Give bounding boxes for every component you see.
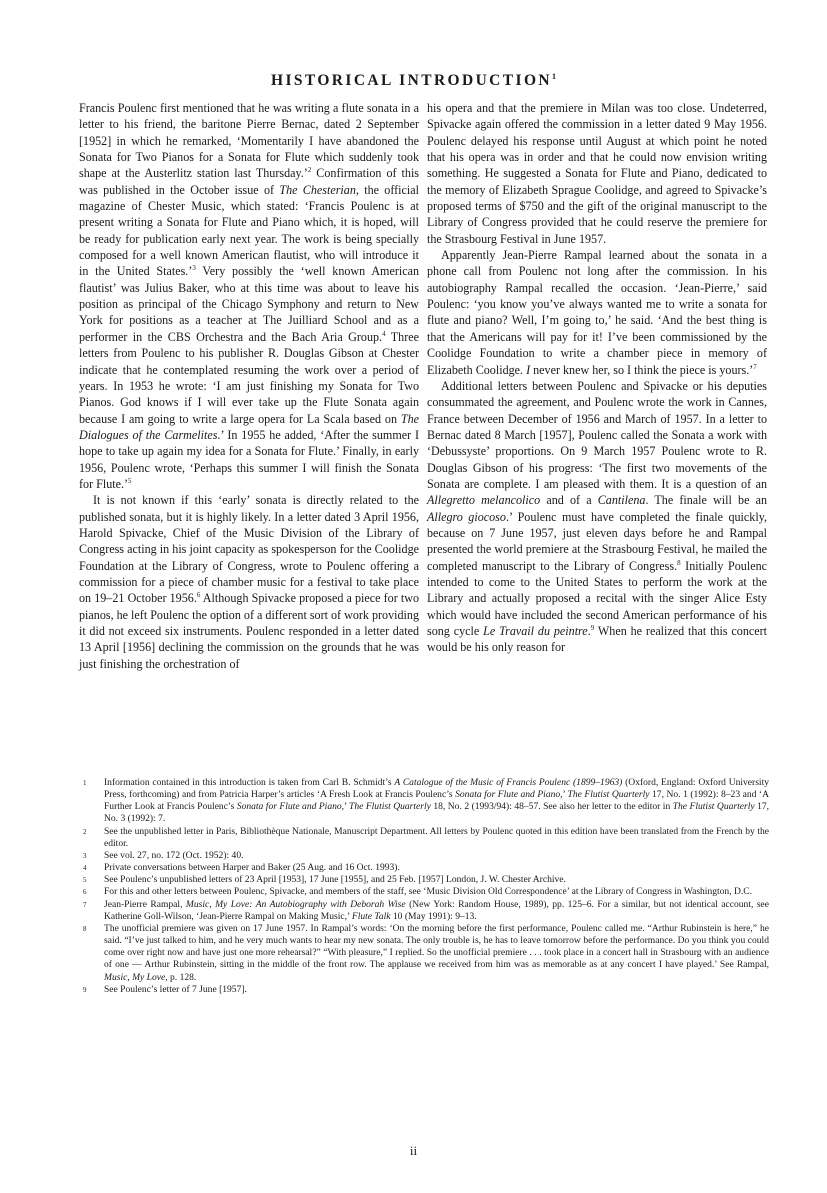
text-run: 18, No. 2 (1993/94): 48–57. See also her letter to the editor in bbox=[430, 801, 673, 813]
italic-text: Le Travail du peintre bbox=[483, 624, 588, 638]
italic-text: Music, My Love: An Autobiography with Deborah Wise bbox=[185, 898, 406, 910]
text-run: (New York: Random House, 1989), pp. 125–6. For a similar, but not identical account, see Katherine Goll-Wilson, ‘Jean-Pierre Rampal on Making Music,’ bbox=[104, 898, 770, 922]
footnote-marker: 2 bbox=[307, 166, 312, 175]
text-run: never knew her, so I think the piece is yours.’ bbox=[530, 362, 754, 377]
footnote bbox=[79, 886, 769, 898]
italic-text: The Chesterian bbox=[279, 182, 356, 197]
footnotes bbox=[79, 777, 769, 996]
body-column-left bbox=[79, 100, 419, 672]
footnote-marker: 5 bbox=[128, 476, 132, 485]
page-number: ii bbox=[409, 1143, 418, 1158]
text-run: Private conversations between Harper and Baker (25 Aug. and 16 Oct. 1993). bbox=[104, 862, 400, 874]
italic-text: Music, My Love bbox=[104, 971, 166, 983]
italic-text: Cantilena bbox=[597, 493, 646, 508]
footnote-marker: 3 bbox=[192, 264, 196, 273]
body-paragraph bbox=[79, 492, 419, 672]
text-run: Initially Poulenc intended to come to the United States to perform the work at the Library and actually proposed a recital with the singer Alice Esty which would have included the second American performance of his song cycle bbox=[427, 558, 767, 638]
italic-text: Sonata for Flute and Piano bbox=[236, 801, 342, 813]
footnote-marker: 8 bbox=[677, 558, 681, 567]
footnote-marker: 4 bbox=[382, 329, 386, 338]
text-run: ,’ bbox=[341, 801, 350, 813]
footnote-marker: 6 bbox=[196, 591, 201, 600]
text-run: When he realized that this concert would be his only reason for bbox=[427, 624, 768, 655]
text-run: It is not known if this ‘early’ sonata is directly related to the published sonata, but it is highly likely. In a letter dated 3 April 1956, Harold Spivacke, Chief of the Music Division of the Library of Congress acting in his joint capacity as spokesperson for the Coolidge Foundation at the Library of Congress, wrote to Poulenc offering a commission for a piece of chamber music for a festival to take place on 19–21 October 1956. bbox=[79, 493, 419, 606]
footnote-number: 3 bbox=[83, 851, 87, 860]
text-run: .’ In 1955 he added, ‘After the summer I hope to take up again my idea for a Sonata for Flute.’ Finally, in early 1956, Poulenc wrote, ‘Perhaps this summer I will finish the Sonata for Flute.’ bbox=[79, 427, 419, 491]
footnote-number: 7 bbox=[83, 900, 87, 909]
text-run: Francis Poulenc first mentioned that he was writing a flute sonata in a letter to his friend, the baritone Pierre Bernac, dated 2 September [1952] in which he remarked, ‘Momentarily I have abandoned the Sonata for Two Pianos for a Sonata for Flute which suddenly took shape at the Austerlitz station last Thursday.’ bbox=[79, 101, 419, 181]
text-run: (Oxford, England: Oxford University Press, forthcoming) and from Patricia Harper’s articles ‘A Fresh Look at Francis Poulenc’s bbox=[104, 777, 770, 801]
body-column-right bbox=[427, 100, 767, 656]
text-run: 17, No. 1 (1992): 8–23 and ‘A Further Look at Francis Poulenc’s bbox=[104, 789, 770, 813]
text-run: See Poulenc’s letter of 7 June [1957]. bbox=[104, 983, 247, 995]
footnote bbox=[79, 899, 769, 923]
body-paragraph bbox=[79, 100, 419, 492]
italic-text: Allegretto melancolico bbox=[427, 493, 541, 508]
footnote-number: 8 bbox=[83, 924, 87, 933]
footnote-number: 4 bbox=[83, 864, 87, 873]
footnote bbox=[79, 923, 769, 984]
text-run: Jean-Pierre Rampal, bbox=[104, 898, 186, 910]
page-title bbox=[0, 72, 827, 90]
text-run: ,’ bbox=[560, 789, 568, 801]
footnote-number: 5 bbox=[83, 876, 87, 885]
footnote-number: 2 bbox=[83, 827, 87, 836]
footnote bbox=[79, 777, 769, 826]
text-run: 10 (May 1991): 9–13. bbox=[390, 910, 477, 922]
text-run: and of a bbox=[540, 493, 598, 508]
footnote-marker: 9 bbox=[590, 623, 595, 632]
italic-text: Flute Talk bbox=[351, 910, 391, 922]
italic-text: A Catalogue of the Music of Francis Poulenc (1899–1963) bbox=[394, 777, 623, 788]
text-run: See vol. 27, no. 172 (Oct. 1952): 40. bbox=[104, 849, 244, 861]
italic-text: Sonata for Flute and Piano bbox=[455, 789, 561, 801]
text-run: Three letters from Poulenc to his publisher R. Douglas Gibson at Chester indicate that he contemplated resuming the work over a period of years. In 1953 he wrote: ‘I am just finishing my Sonata for Two Pianos. God knows if I will ever take up the Flute Sonata again because I am going to write a large opera for La Scala based on bbox=[79, 329, 419, 426]
text-run: See Poulenc’s unpublished letters of 23 April [1953], 17 June [1955], and 25 Feb. [1957] London, J. W. Chester Archive. bbox=[104, 874, 566, 886]
footnote-number: 1 bbox=[83, 779, 87, 787]
italic-text: Allegro giocoso bbox=[427, 509, 506, 524]
text-run: See the unpublished letter in Paris, Bibliothèque Nationale, Manuscript Department. All letters by Poulenc quoted in this edition have been translated from the French by the editor. bbox=[104, 825, 769, 849]
footnote bbox=[79, 826, 769, 850]
text-run: , the official magazine of Chester Music, which stated: ‘Francis Poulenc is at present writing a Sonata for Flute and Piano which, it is hoped, will be ready for publication early next year. The work is being specially composed for a well known American flautist, who will introduce it in the United States.’ bbox=[79, 182, 419, 279]
text-run: Apparently Jean-Pierre Rampal learned about the sonata in a phone call from Poulenc not long after the commission. In his autobiography Rampal recalled the occasion. ‘Jean-Pierre,’ said Poulenc: ‘you know you’ve always wanted me to write a sonata for flute and piano? Well, I’m going to,’ he said. ‘And the best thing is that the Americans will pay for it! I’ve been commissioned by the Coolidge Foundation to write a chamber piece in memory of Elizabeth Coolidge. bbox=[427, 248, 767, 377]
footnote bbox=[79, 862, 769, 874]
footnote bbox=[79, 874, 769, 886]
text-run: , p. 128. bbox=[165, 971, 197, 983]
italic-text: The Flutist Quarterly bbox=[567, 789, 650, 801]
title-text: HISTORICAL INTRODUCTION bbox=[270, 72, 552, 90]
text-run: The unofficial premiere was given on 17 June 1957. In Rampal’s words: ‘On the morning before the first performance, Poulenc called me. “Arthur Rubinstein is here,” he said. “I’ve just talked to him, and he very much wants to hear my new sonata. The only trouble is, he has to leave tomorrow before the performance. Do you think you could come over right now and have just one more rehearsal?” “With pleasure,” I replied. So the unofficial premiere . . . took place in a concert hall in Strasbourg with an audience of one — Arthur Rubinstein, sitting in the middle of the front row. The applause we received from him was as memorable as at any concert I have played.’ See Rampal, bbox=[104, 922, 769, 971]
text-run: Additional letters between Poulenc and Spivacke or his deputies consummated the agreement, and Poulenc wrote the work in Cannes, France between December of 1956 and March of 1957. In a letter to Bernac dated 8 March [1957], Poulenc called the Sonata a work with ‘Debussyste’ proportions. On 9 March 1957 Poulenc wrote to R. Douglas Gibson of his progress: ‘The first two movements of the Sonata are complete. I am pleased with them. It is a question of an bbox=[427, 378, 767, 491]
text-run: Very possibly the ‘well known American flautist’ was Julius Baker, who at this time was about to leave his position as principal of the Chicago Symphony and return to New York for positions as a teacher at The Juilliard School and as a performer in the CBS Orchestra and the Bach Aria Group. bbox=[79, 264, 419, 344]
text-run: Although Spivacke proposed a piece for two pianos, he left Poulenc the option of a different sort of work providing it did not exceed six instruments. Poulenc responded in a letter dated 13 April [1956] declining the commission on the grounds that he was just finishing the orchestration of bbox=[79, 591, 420, 671]
text-run: . The finale will be an bbox=[645, 493, 768, 508]
text-run: Information contained in this introduction is taken from Carl B. Schmidt’s bbox=[104, 777, 395, 788]
text-run: 17, No. 3 (1992): 7. bbox=[104, 801, 770, 825]
body-paragraph bbox=[427, 100, 767, 247]
italic-text: The Dialogues of the Carmelites bbox=[79, 411, 419, 442]
footnote bbox=[79, 984, 769, 996]
text-run: Confirmation of this was published in the October issue of bbox=[79, 166, 420, 197]
italic-text: The Flutist Quarterly bbox=[672, 801, 755, 813]
text-run: For this and other letters between Poulenc, Spivacke, and members of the staff, see ‘Music Division Old Correspondence’ at the Library of Congress in Washington, D.C. bbox=[104, 886, 753, 898]
footnote-number: 6 bbox=[83, 888, 87, 897]
italic-text: I bbox=[526, 362, 531, 377]
text-run: his opera and that the premiere in Milan was too close. Undeterred, Spivacke again offered the commission in a letter dated 9 May 1956. Poulenc delayed his response until August at which point he noted that his opera was in order and that he could now envision writing something. He suggested a Sonata for Flute and Piano, dedicated to the memory of Elizabeth Sprague Coolidge, and agreed to Spivacke’s proposed terms of $750 and the gift of the original manuscript to the Library of Congress provided that he could reserve the premiere for the Strasbourg Festival in June 1957. bbox=[427, 101, 767, 246]
body-paragraph bbox=[427, 378, 767, 656]
body-paragraph bbox=[427, 247, 767, 378]
footnote bbox=[79, 850, 769, 862]
text-run: . bbox=[587, 624, 591, 638]
title-note-marker: 1 bbox=[552, 72, 556, 81]
footnote-number: 9 bbox=[83, 985, 87, 994]
text-run: .’ Poulenc must have completed the finale quickly, because on 7 June 1957, just eleven days before he and Rampal presented the world premiere at the Strasbourg Festival, he mailed the completed manuscript to the Library of Congress. bbox=[427, 509, 767, 573]
italic-text: The Flutist Quarterly bbox=[349, 801, 431, 813]
footnote-marker: 7 bbox=[753, 362, 757, 371]
